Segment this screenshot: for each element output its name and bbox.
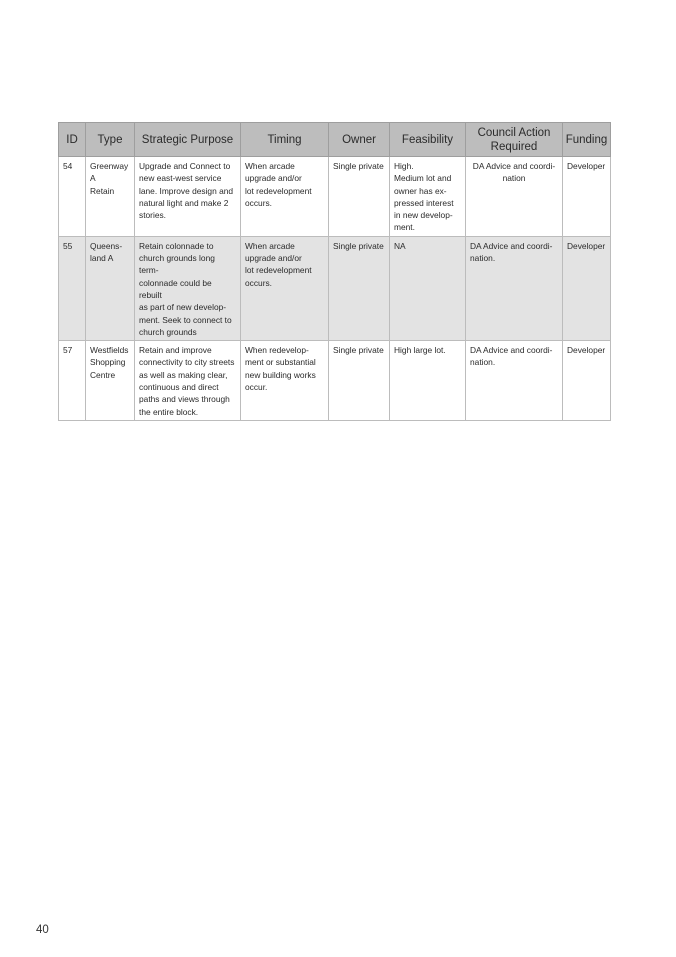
cell-strategic-purpose: Retain and improve connectivity to city streets as well as making clear, continuous and direct paths and views through the entire block. [135,341,241,421]
header-owner: Owner [329,123,390,157]
cell-feasibility: High large lot. [390,341,466,421]
cell-strategic-purpose: Retain colonnade to church grounds long term- colonnade could be rebuilt as part of new develop- ment. Seek to connect to church grounds [135,236,241,340]
header-council-action: Council Action Required [466,123,563,157]
header-timing: Timing [241,123,329,157]
cell-type: Westfields Shopping Centre [86,341,135,421]
table-row [59,157,611,237]
table-row [59,341,611,421]
cell-funding: Developer [563,236,611,340]
cell-council-action: DA Advice and coordi- nation [466,157,563,237]
header-id: ID [59,123,86,157]
cell-id: 54 [59,157,86,237]
cell-type: Queens- land A [86,236,135,340]
action-matrix-table [58,122,611,421]
cell-feasibility: NA [390,236,466,340]
header-type: Type [86,123,135,157]
cell-type: Greenway A Retain [86,157,135,237]
page-number: 40 [36,924,49,936]
cell-funding: Developer [563,341,611,421]
table-header-row [59,123,611,157]
header-feasibility: Feasibility [390,123,466,157]
table-row [59,236,611,340]
cell-strategic-purpose: Upgrade and Connect to new east-west service lane. Improve design and natural light and make 2 stories. [135,157,241,237]
cell-timing: When arcade upgrade and/or lot redevelopment occurs. [241,157,329,237]
cell-feasibility: High. Medium lot and owner has ex- pressed interest in new develop- ment. [390,157,466,237]
cell-owner: Single private [329,341,390,421]
cell-timing: When arcade upgrade and/or lot redevelopment occurs. [241,236,329,340]
cell-timing: When redevelop- ment or substantial new building works occur. [241,341,329,421]
header-strategic-purpose: Strategic Purpose [135,123,241,157]
cell-id: 57 [59,341,86,421]
header-funding: Funding [563,123,611,157]
cell-id: 55 [59,236,86,340]
cell-funding: Developer [563,157,611,237]
cell-owner: Single private [329,157,390,237]
cell-council-action: DA Advice and coordi- nation. [466,341,563,421]
cell-council-action: DA Advice and coordi- nation. [466,236,563,340]
cell-owner: Single private [329,236,390,340]
